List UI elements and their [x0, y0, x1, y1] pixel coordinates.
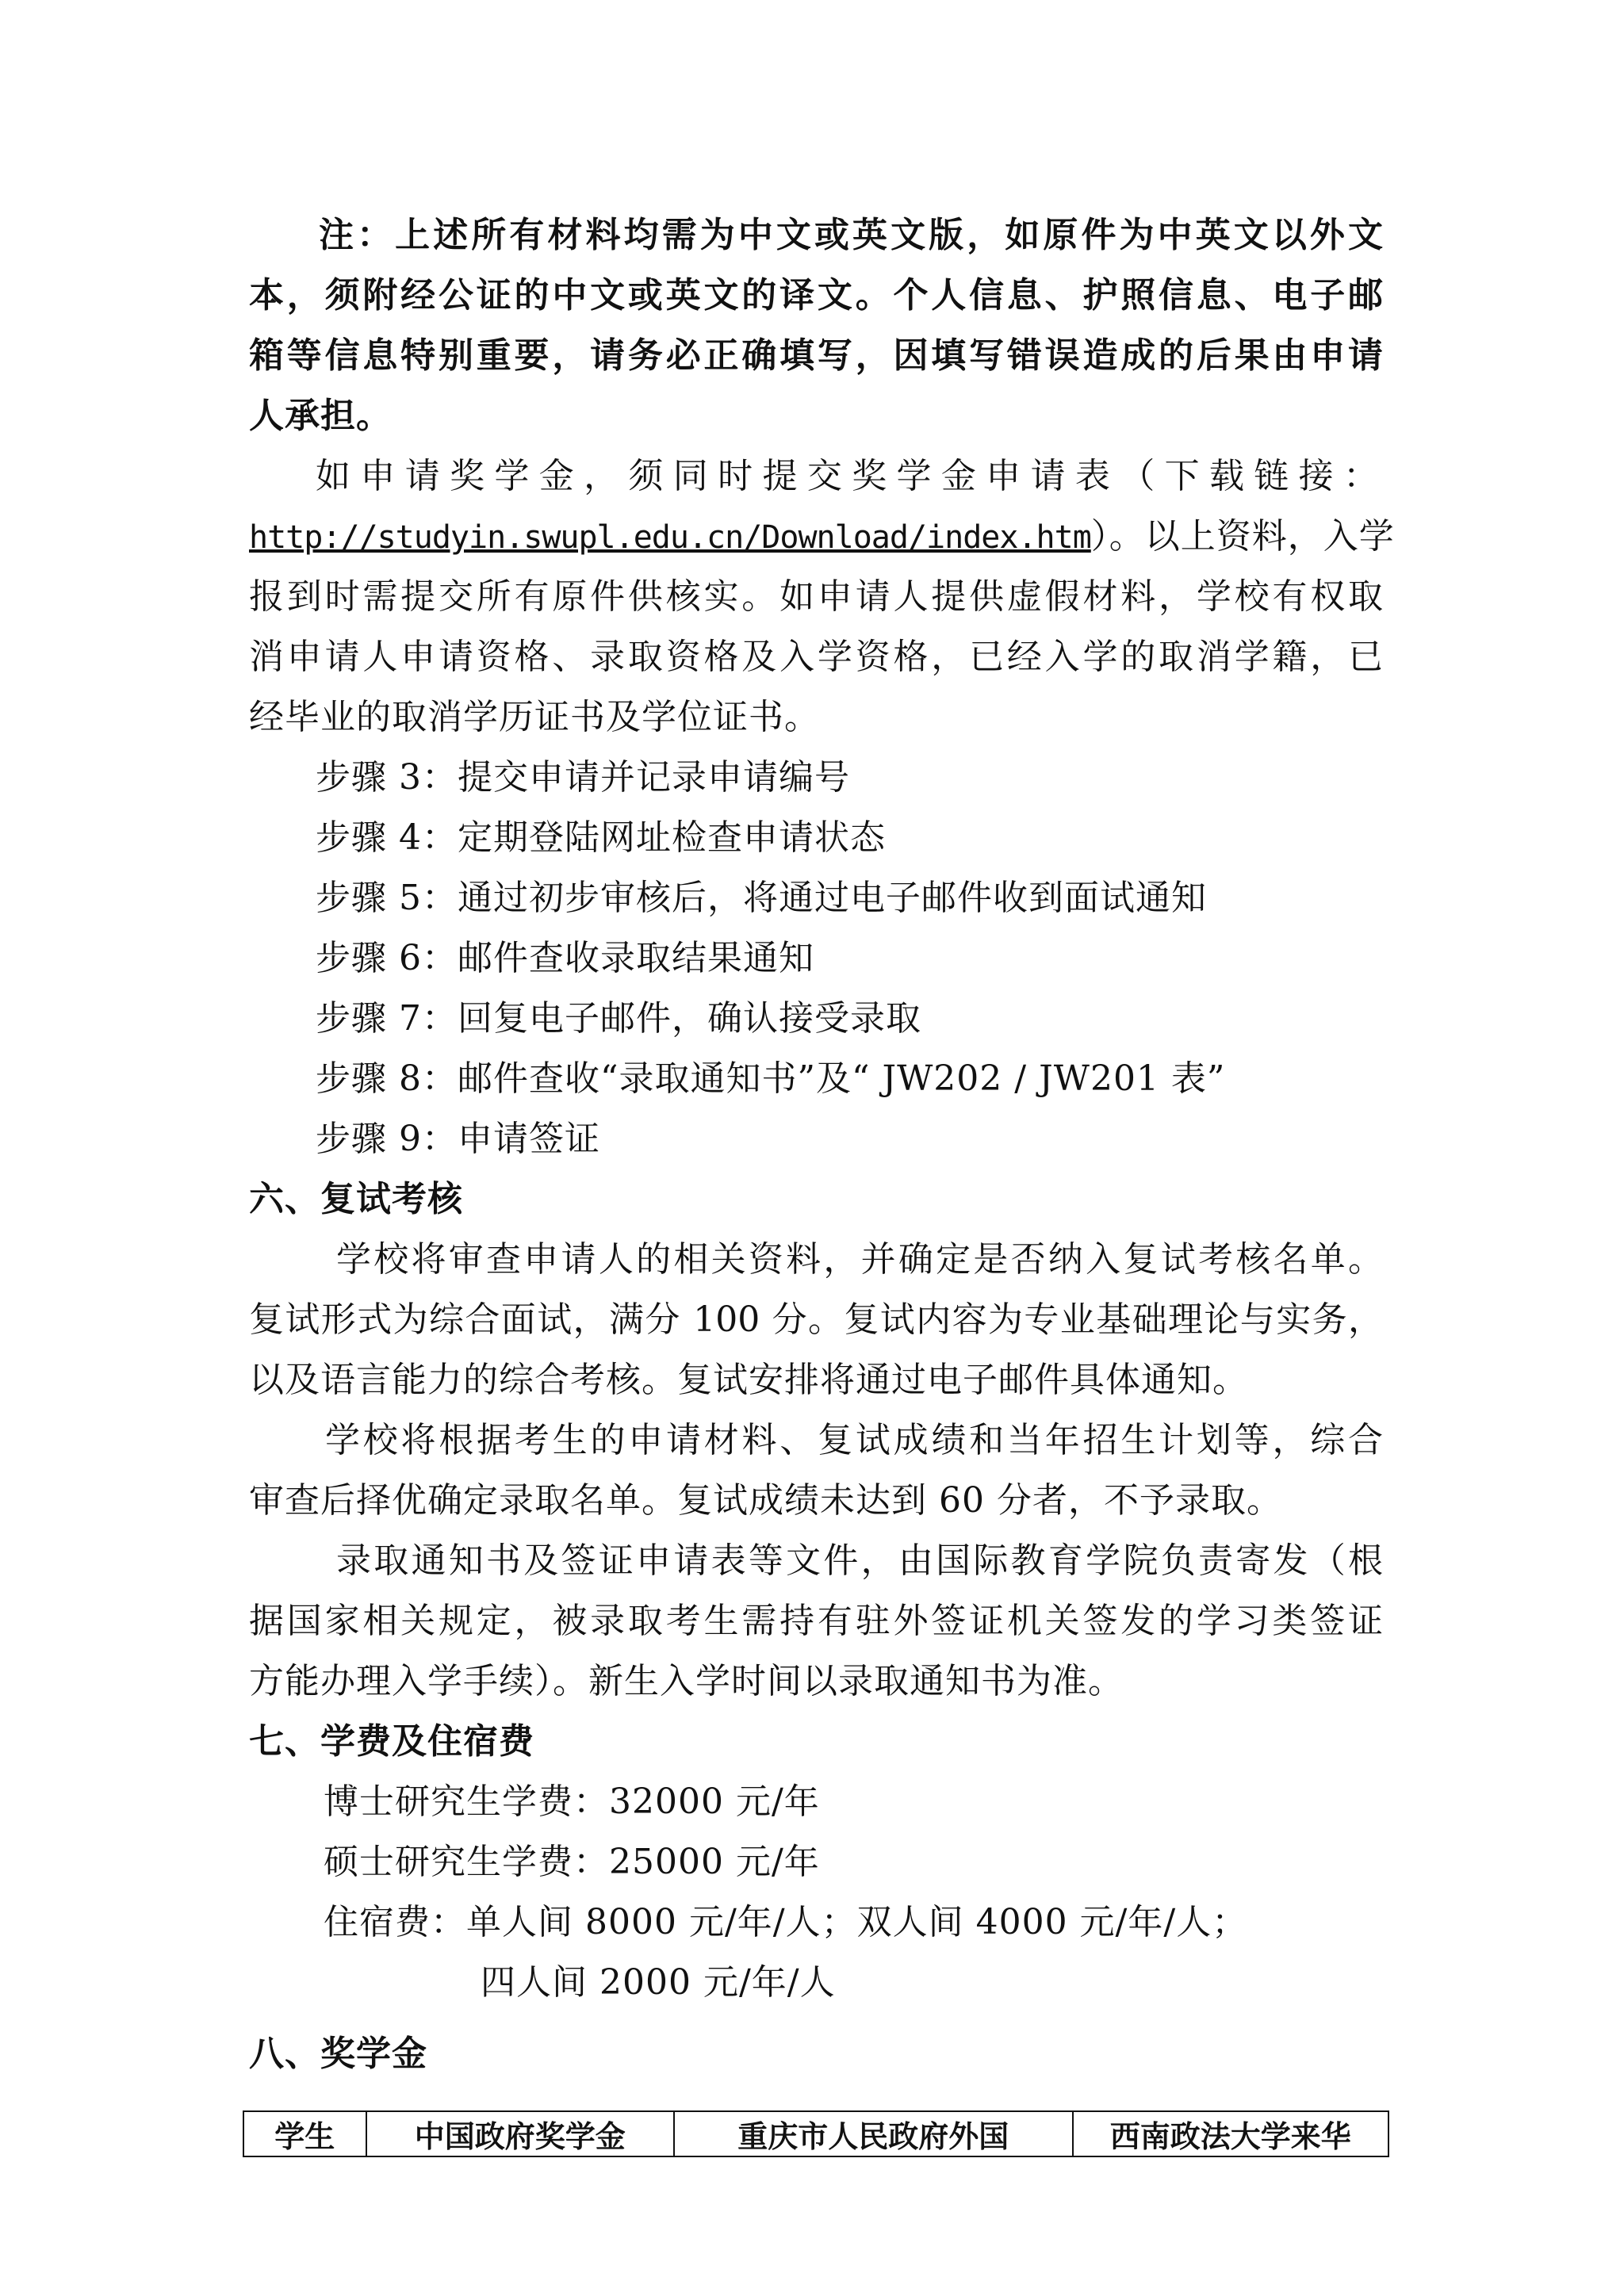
section-7-title: 七、学费及住宿费: [249, 1721, 534, 1762]
note-line-3: 箱等信息特别重要，请务必正确填写，因填写错误造成的后果由申请: [249, 335, 1383, 376]
section-6-line-6: 录取通知书及签证申请表等文件，由国际教育学院负责寄发（根: [336, 1540, 1383, 1581]
step-9: 步骤 9：申请签证: [316, 1119, 600, 1159]
accommodation-fee: 住宿费：单人间 8000 元/年/人；双人间 4000 元/年/人；: [324, 1902, 1248, 1942]
section-6-line-8: 方能办理入学手续）。新生入学时间以录取通知书为准。: [249, 1661, 1124, 1701]
step-3: 步骤 3：提交申请并记录申请编号: [316, 757, 850, 798]
table-header-cell: 重庆市人民政府外国: [674, 2111, 1073, 2156]
step-5: 步骤 5：通过初步审核后，将通过电子邮件收到面试通知: [316, 878, 1207, 918]
scholarship-line-1: 如申请奖学金，须同时提交奖学金申请表（下载链接：: [316, 456, 1383, 496]
scholarship-line-5: 经毕业的取消学历证书及学位证书。: [249, 697, 820, 737]
scholarship-line-2: http://studyin.swupl.edu.cn/Download/index.htm）。以上资料，入学: [249, 516, 1395, 557]
step-4: 步骤 4：定期登陆网址检查申请状态: [316, 817, 886, 858]
note-line-4: 人承担。: [249, 396, 392, 436]
step-6: 步骤 6：邮件查收录取结果通知: [316, 938, 814, 978]
section-8-title: 八、奖学金: [249, 2034, 427, 2074]
section-6-line-2: 复试形式为综合面试，满分 100 分。复试内容为专业基础理论与实务，: [249, 1299, 1383, 1340]
note-line-2: 本，须附经公证的中文或英文的译文。个人信息、护照信息、电子邮: [249, 275, 1383, 316]
scholarship-line-3: 报到时需提交所有原件供核实。如申请人提供虚假材料，学校有权取: [249, 576, 1383, 617]
scholarship-table: [243, 2110, 1389, 2157]
masters-tuition: 硕士研究生学费：25000 元/年: [324, 1842, 820, 1882]
phd-tuition: 博士研究生学费：32000 元/年: [324, 1781, 820, 1822]
accommodation-fee-quad: 四人间 2000 元/年/人: [481, 1962, 836, 2003]
table-header-cell: 西南政法大学来华: [1073, 2111, 1388, 2156]
step-7: 步骤 7：回复电子邮件，确认接受录取: [316, 998, 921, 1039]
table-header-row: [243, 2111, 1388, 2156]
table-header-cell: 学生: [243, 2111, 366, 2156]
step-8: 步骤 8：邮件查收“录取通知书”及“ JW202 / JW201 表”: [316, 1058, 1226, 1099]
section-6-line-5: 审查后择优确定录取名单。复试成绩未达到 60 分者，不予录取。: [249, 1480, 1282, 1521]
section-6-line-4: 学校将根据考生的申请材料、复试成绩和当年招生计划等，综合: [325, 1420, 1383, 1460]
scholarship-line-4: 消申请人申请资格、录取资格及入学资格，已经入学的取消学籍，已: [249, 637, 1383, 677]
download-link[interactable]: http://studyin.swupl.edu.cn/Download/index.htm: [249, 519, 1091, 556]
table-header-cell: 中国政府奖学金: [366, 2111, 674, 2156]
section-6-line-7: 据国家相关规定，被录取考生需持有驻外签证机关签发的学习类签证: [249, 1601, 1383, 1641]
section-6-title: 六、复试考核: [249, 1179, 463, 1219]
section-6-line-1: 学校将审查申请人的相关资料，并确定是否纳入复试考核名单。: [336, 1239, 1383, 1280]
note-line-1: 注：上述所有材料均需为中文或英文版，如原件为中英文以外文: [319, 215, 1383, 255]
section-6-line-3: 以及语言能力的综合考核。复试安排将通过电子邮件具体通知。: [249, 1360, 1248, 1400]
